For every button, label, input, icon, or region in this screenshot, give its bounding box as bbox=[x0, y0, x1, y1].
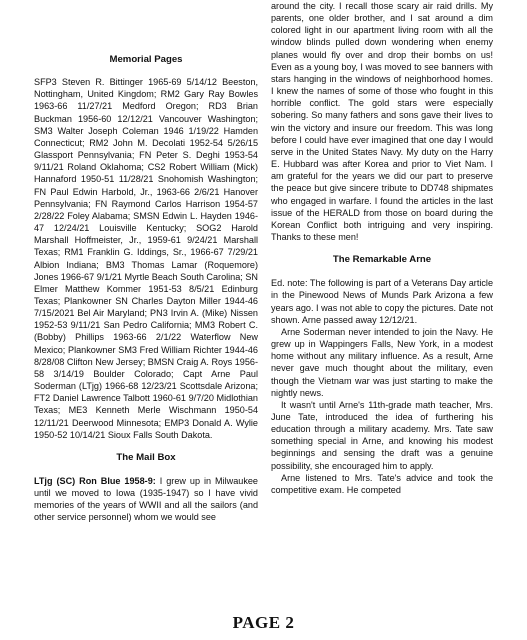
arne-paragraph-3: Arne listened to Mrs. Tate's advice and took the competitive exam. He competed bbox=[271, 472, 493, 495]
memorial-list-text: SFP3 Steven R. Bittinger 1965-69 5/14/12 Beeston, Nottingham, United Kingdom; RM2 Gary Ray Bowles 1963-66 11/27/21 Medford Oregon; RD3 Brian Buckman 1956-60 12/12/21 Vancouver Washington; SM3 Walter Joseph Coleman 1946 1/19/22 Hamden Connecticut; RM2 John M. Decolati 1952-54 5/26/15 Glassport Pennsylvania; FN Peter S. Deghi 1953-54 9/11/21 Roland Oklahoma; CS2 Robert William (Mick) Hannaford 1950-51 11/28/21 Snohomish Washington; FN Paul Edwin Harbold, Jr., 1963-66 2/6/21 Hanover Pennsylvania; FN Raymond Carlos Harrison 1954-57 2/28/22 Foley Alabama; SMSN Edwin L. Hayden 1946-47 12/24/21 Louisville Kentucky; SOG2 Harold Marshall Hoffmeister, Jr., 1959-61 9/24/21 Marshall Texas; RM1 Franklin G. Iddings, Sr., 1966-67 7/29/21 Albion Indiana; BM3 Thomas Lamar (Roquemore) Jones 1966-67 9/1/21 Myrtle Beach South Carolina; SN Elmer Matthew Kommer 1951-53 8/5/21 Edinburg Texas; Plankowner SN Charles Dayton Miller 1944-46 7/15/2021 Bel Air Maryland; PN3 Irvin A. (Mike) Nissen 1952-53 9/11/21 San Pedro California; MM3 Robert C. (Bobby) Phillips 1963-66 2/1/22 Waterflow New Mexico; Plankowner SM3 Fred William Richter 1944-46 8/28/08 Clifton New Jersey; BMSN Craig A. Roys 1956-58 3/14/19 Boulder Colorado; Capt Arne Paul Soderman (LTjg) 1966-68 12/23/21 Scottsdale Arizona; FT2 Daniel Lawrence Talbott 1960-61 9/7/20 Midlothian Texas; ME3 Kenneth Merle Wischmann 1950-54 12/11/21 Deerwood Minnesota; EMP3 Donald A. Wylie 1950-52 10/14/21 Sioux Falls South Dakota. bbox=[34, 77, 258, 440]
editor-note: Ed. note: The following is part of a Veterans Day article in the Pinewood News of Munds Park Arizona a few years ago. I was not able to copy the pictures. Date not shown. Arne passed away 12/12/21. bbox=[271, 278, 493, 325]
right-column bbox=[271, 0, 493, 496]
page-number: PAGE 2 bbox=[232, 613, 295, 632]
remarkable-arne-heading: The Remarkable Arne bbox=[332, 254, 432, 266]
letter-author: LTjg (SC) Ron Blue 1958-9: bbox=[34, 476, 156, 486]
arne-paragraph-1: Arne Soderman never intended to join the Navy. He grew up in Wappingers Falls, New York, in a modest home without any military influence. As a result, Arne never gave much thought about the military, even though the Vietnam war was just starting to make the nightly news. bbox=[271, 326, 493, 398]
letter-text: I grew up in Milwaukee until we moved to Iowa (1935-1947) so I have vivid memories of the years of WWII and all the sailors (and other service personnel) whom we would see bbox=[34, 476, 258, 523]
arne-paragraph-2: It wasn't until Arne's 11th-grade math teacher, Mrs. June Tate, introduced the idea of furthering his education through a military academy. Mrs. Tate saw something special in Arne, and knowing his modest beginnings and sensing the draft was a genuine possibility, she encouraged him to apply. bbox=[271, 399, 493, 471]
mailbox-letter bbox=[34, 475, 258, 524]
memorial-pages-heading: Memorial Pages bbox=[109, 54, 183, 65]
mailbox-heading: The Mail Box bbox=[116, 451, 176, 463]
left-column bbox=[34, 0, 258, 524]
mailbox-letter-continued: around the city. I recall those scary air raid drills. My parents, one older brother, and I sat around a dim colored light in our apartment living room with all the window blinds pulled down wondering when enemy planes would fly over and drop their bombs on us! Even as a young boy, I was moved to see banners with stars hanging in the windows of neighborhood homes. I knew the names of some of those who fought in this horrible conflict. The gold stars were especially sobering. So many fathers and sons gave their lives to win the victory and insure our freedom. This was long before I could have ever imagined that one day I would serve in the United States Navy. My duty on the Harry E. Hubbard was after Korea and prior to Viet Nam. I am grateful for the years we did our part to preserve the peace but give sincere tribute to DD748 shipmates who engaged in warfare. I found the articles in the last issue of the HERALD from those on board during the Korean Conflict both intriguing and very inspiring. Thanks to these men! bbox=[271, 1, 493, 242]
